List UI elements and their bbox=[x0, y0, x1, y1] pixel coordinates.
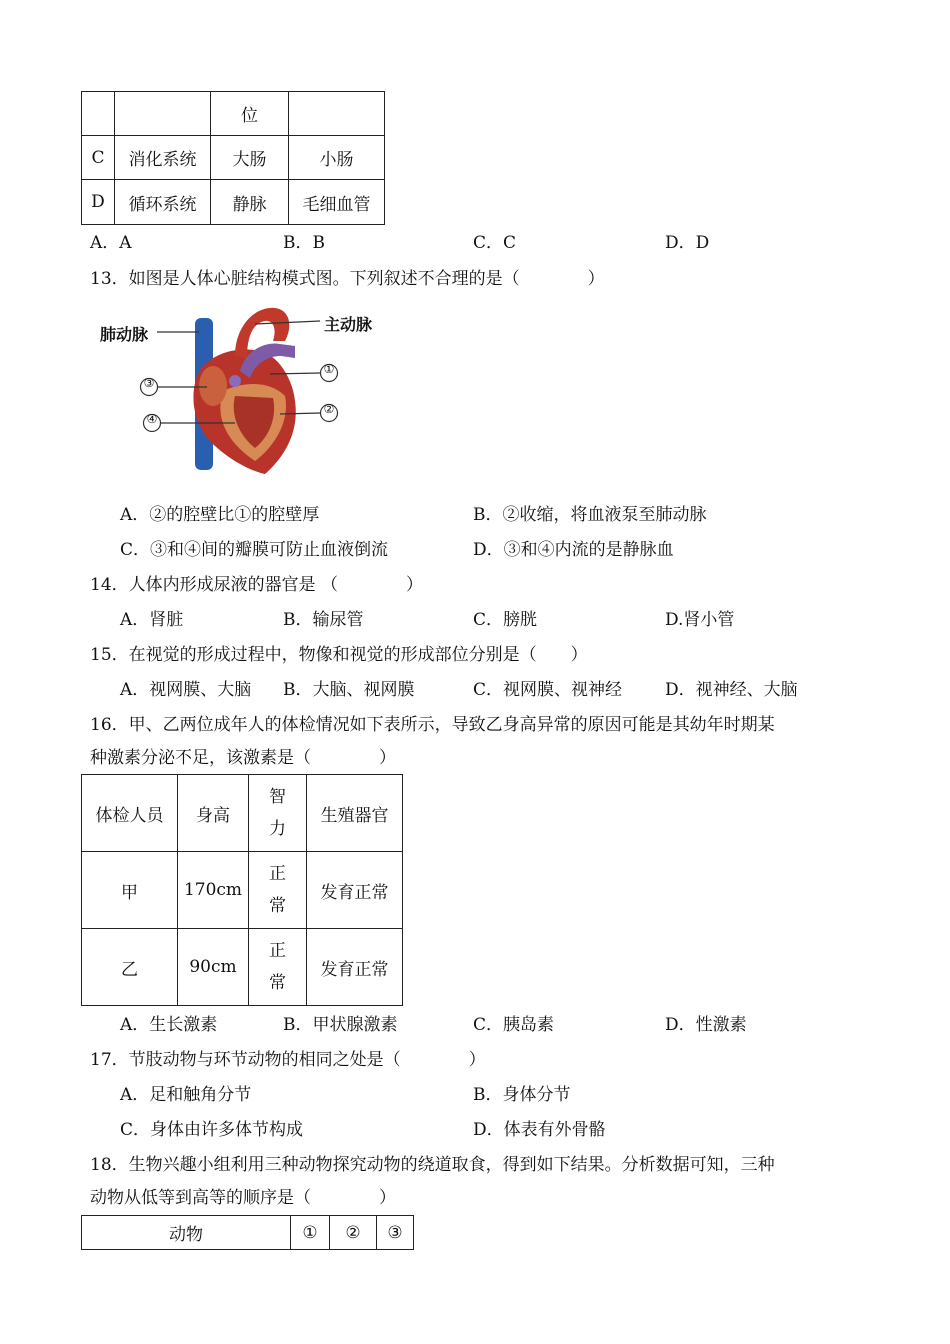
q15-option-a[interactable]: A．视网膜、大脑 bbox=[120, 680, 252, 700]
q14-stem: 14．人体内形成尿液的器官是 （ ） bbox=[90, 575, 424, 595]
q13-option-d[interactable]: D．③和④内流的是静脉血 bbox=[473, 540, 674, 560]
table-cell: D bbox=[82, 180, 115, 225]
label-aorta: 主动脉 bbox=[324, 315, 373, 334]
table-row bbox=[82, 929, 403, 1006]
q16-stem-line2: 种激素分泌不足，该激素是（ ） bbox=[90, 748, 396, 768]
q17-option-b[interactable]: B．身体分节 bbox=[473, 1085, 571, 1105]
q16-stem-line1: 16．甲、乙两位成年人的体检情况如下表所示，导致乙身高异常的原因可能是其幼年时期某 bbox=[90, 715, 775, 735]
table-q18 bbox=[81, 1215, 414, 1250]
table-header-cell: ① bbox=[291, 1216, 330, 1250]
table-cell: 消化系统 bbox=[115, 136, 211, 180]
table-row bbox=[82, 136, 385, 180]
table-header-cell: 动物 bbox=[82, 1216, 291, 1250]
q12-option-a[interactable]: A．A bbox=[90, 233, 132, 253]
table-header-cell: 生殖器官 bbox=[307, 775, 403, 852]
q12-option-c[interactable]: C．C bbox=[473, 233, 517, 253]
table-cell: 大肠 bbox=[211, 136, 289, 180]
label-n2: ② bbox=[323, 402, 335, 416]
q16-option-b[interactable]: B．甲状腺激素 bbox=[283, 1015, 398, 1035]
table-row bbox=[82, 852, 403, 929]
table-row bbox=[82, 1216, 414, 1250]
q16-option-a[interactable]: A．生长激素 bbox=[120, 1015, 218, 1035]
table-cell: 循环系统 bbox=[115, 180, 211, 225]
q18-stem-line2: 动物从低等到高等的顺序是（ ） bbox=[90, 1188, 396, 1208]
q13-option-c[interactable]: C．③和④间的瓣膜可防止血液倒流 bbox=[120, 540, 389, 560]
table-row bbox=[82, 775, 403, 852]
q15-option-c[interactable]: C．视网膜、视神经 bbox=[473, 680, 623, 700]
table-cell: 甲 bbox=[82, 852, 178, 929]
table-cell bbox=[289, 92, 385, 136]
q17-option-c[interactable]: C．身体由许多体节构成 bbox=[120, 1120, 304, 1140]
table-cell: 正常 bbox=[249, 852, 307, 929]
q16-option-c[interactable]: C．胰岛素 bbox=[473, 1015, 555, 1035]
q14-option-a[interactable]: A．肾脏 bbox=[120, 610, 184, 630]
q12-option-b[interactable]: B．B bbox=[283, 233, 325, 253]
table-cell: C bbox=[82, 136, 115, 180]
table-header-cell: 身高 bbox=[178, 775, 249, 852]
table-cell: 乙 bbox=[82, 929, 178, 1006]
label-n3: ③ bbox=[143, 376, 155, 390]
table-cell: 90cm bbox=[178, 929, 249, 1006]
table-header-cell: 体检人员 bbox=[82, 775, 178, 852]
table-cell bbox=[82, 92, 115, 136]
table-row bbox=[82, 180, 385, 225]
label-n1: ① bbox=[323, 362, 335, 376]
q15-option-d[interactable]: D．视神经、大脑 bbox=[665, 680, 798, 700]
table-cell: 正常 bbox=[249, 929, 307, 1006]
q15-option-b[interactable]: B．大脑、视网膜 bbox=[283, 680, 415, 700]
table-cell: 小肠 bbox=[289, 136, 385, 180]
q16-option-d[interactable]: D．性激素 bbox=[665, 1015, 747, 1035]
table-q12-continued bbox=[81, 91, 385, 225]
q15-stem: 15．在视觉的形成过程中，物像和视觉的形成部位分别是（ ） bbox=[90, 645, 588, 665]
q17-option-a[interactable]: A．足和触角分节 bbox=[120, 1085, 252, 1105]
table-cell: 170cm bbox=[178, 852, 249, 929]
table-header-cell: 智力 bbox=[249, 775, 307, 852]
label-n4: ④ bbox=[146, 412, 158, 426]
label-pulmonary-artery: 肺动脉 bbox=[100, 325, 149, 344]
q13-option-a[interactable]: A．②的腔壁比①的腔壁厚 bbox=[120, 505, 320, 525]
q18-stem-line1: 18．生物兴趣小组利用三种动物探究动物的绕道取食，得到如下结果。分析数据可知，三种 bbox=[90, 1155, 775, 1175]
q14-option-b[interactable]: B．输尿管 bbox=[283, 610, 364, 630]
table-cell: 静脉 bbox=[211, 180, 289, 225]
table-cell bbox=[115, 92, 211, 136]
table-q16 bbox=[81, 774, 403, 1006]
q17-stem: 17．节肢动物与环节动物的相同之处是（ ） bbox=[90, 1050, 486, 1070]
q14-option-c[interactable]: C．膀胱 bbox=[473, 610, 538, 630]
table-cell: 位 bbox=[211, 92, 289, 136]
table-header-cell: ③ bbox=[377, 1216, 414, 1250]
q17-option-d[interactable]: D．体表有外骨骼 bbox=[473, 1120, 606, 1140]
q12-option-d[interactable]: D．D bbox=[665, 233, 710, 253]
q13-stem: 13．如图是人体心脏结构模式图。下列叙述不合理的是（ ） bbox=[90, 269, 605, 289]
table-cell: 毛细血管 bbox=[289, 180, 385, 225]
table-header-cell: ② bbox=[330, 1216, 377, 1250]
q14-option-d[interactable]: D.肾小管 bbox=[665, 610, 735, 630]
q13-option-b[interactable]: B．②收缩，将血液泵至肺动脉 bbox=[473, 505, 707, 525]
table-cell: 发育正常 bbox=[307, 929, 403, 1006]
table-row bbox=[82, 92, 385, 136]
atrium-shape bbox=[199, 366, 227, 406]
table-cell: 发育正常 bbox=[307, 852, 403, 929]
